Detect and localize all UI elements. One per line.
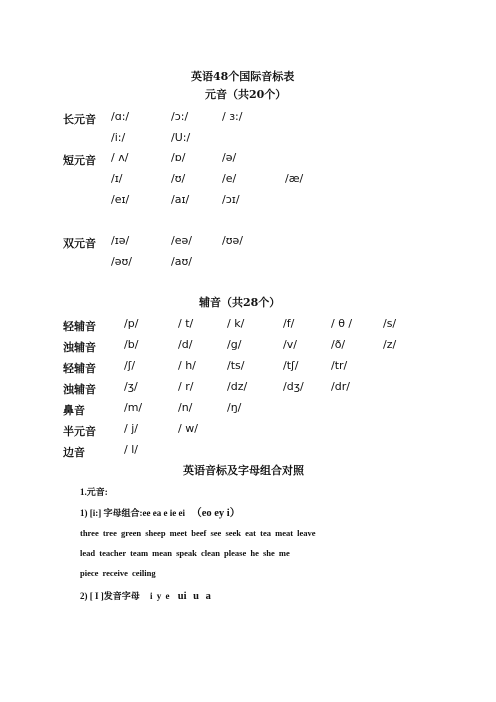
ipa-symbol: /ɑ:/ — [111, 110, 130, 123]
document-title: 英语48个国际音标表 — [191, 70, 295, 83]
word-list: piece receive ceiling — [80, 568, 156, 578]
ipa-symbol: /aʊ/ — [171, 255, 192, 268]
item-prefix: 2) [ I ]发音字母 — [80, 591, 140, 601]
ipa-symbol: /eə/ — [171, 234, 192, 247]
ipa-symbol: /aɪ/ — [171, 193, 190, 206]
item-letters: ui u a — [177, 591, 211, 602]
ipa-symbol: /ʊ/ — [171, 172, 186, 185]
consonant-row-label: 边音 — [63, 446, 85, 459]
ipa-symbol: /tr/ — [331, 359, 348, 372]
ipa-symbol: /ʊə/ — [222, 234, 243, 247]
ipa-symbol: /tʃ/ — [283, 359, 299, 372]
ipa-symbol: / h/ — [178, 359, 196, 372]
consonant-row-label: 浊辅音 — [63, 383, 96, 396]
consonant-row-label: 浊辅音 — [63, 341, 96, 354]
diphthong-label: 双元音 — [63, 237, 96, 250]
item-prefix: 1) [i:] 字母组合:ee ea e ie ei — [80, 508, 185, 518]
ipa-symbol: /s/ — [383, 317, 397, 330]
item-paren: （eo ey i） — [191, 508, 241, 519]
word-list: lead teacher team mean speak clean please he she me — [80, 548, 290, 558]
ipa-symbol: /dr/ — [331, 380, 350, 393]
ipa-symbol: /eɪ/ — [111, 193, 130, 206]
ipa-symbol: /i:/ — [111, 131, 126, 144]
item-letters: i y e — [150, 591, 170, 601]
word-list: three tree green sheep meet beef see seek eat tea meat leave — [80, 528, 316, 538]
ipa-symbol: /U:/ — [171, 131, 191, 144]
consonant-row-label: 轻辅音 — [63, 362, 96, 375]
ipa-symbol: /ɪə/ — [111, 234, 130, 247]
ipa-symbol: /m/ — [124, 401, 143, 414]
ipa-symbol: /d/ — [178, 338, 193, 351]
ipa-symbol: /ə/ — [222, 151, 237, 164]
ipa-symbol: /ŋ/ — [227, 401, 242, 414]
ipa-symbol: / ɜ:/ — [222, 110, 243, 123]
ipa-symbol: /g/ — [227, 338, 242, 351]
ipa-symbol: / θ / — [331, 317, 353, 330]
ipa-symbol: /n/ — [178, 401, 193, 414]
consonant-row-label: 半元音 — [63, 425, 96, 438]
ipa-symbol: / ʌ/ — [111, 151, 129, 164]
consonant-row-label: 轻辅音 — [63, 320, 96, 333]
ipa-symbol: /e/ — [222, 172, 237, 185]
ipa-symbol: /b/ — [124, 338, 139, 351]
consonant-row-label: 鼻音 — [63, 404, 85, 417]
ipa-symbol: /p/ — [124, 317, 139, 330]
ipa-symbol: /ʒ/ — [124, 380, 138, 393]
ipa-symbol: /æ/ — [285, 172, 304, 185]
vowels-heading: 元音（共20个） — [205, 88, 287, 101]
ipa-symbol: /ʃ/ — [124, 359, 136, 372]
ipa-symbol: /ɔ:/ — [171, 110, 189, 123]
ipa-symbol: /dz/ — [227, 380, 248, 393]
ipa-symbol: /ð/ — [331, 338, 346, 351]
short-vowel-label: 短元音 — [63, 154, 96, 167]
ipa-symbol: /ɒ/ — [171, 151, 186, 164]
ipa-symbol: / t/ — [178, 317, 194, 330]
ipa-symbol: / k/ — [227, 317, 245, 330]
ipa-symbol: / l/ — [124, 443, 138, 456]
ipa-symbol: /v/ — [283, 338, 297, 351]
item-heading — [80, 505, 240, 520]
ipa-symbol: /ts/ — [227, 359, 245, 372]
ipa-symbol: /f/ — [283, 317, 295, 330]
ipa-symbol: /z/ — [383, 338, 397, 351]
ipa-symbol: /dʒ/ — [283, 380, 304, 393]
ipa-symbol: /əʊ/ — [111, 255, 132, 268]
item-heading — [80, 589, 211, 602]
ipa-symbol: / w/ — [178, 422, 198, 435]
ipa-symbol: /ɔɪ/ — [222, 193, 240, 206]
ipa-symbol: /ɪ/ — [111, 172, 123, 185]
ipa-symbol: / r/ — [178, 380, 194, 393]
part-label: 1.元音: — [80, 487, 108, 497]
consonants-heading: 辅音（共28个） — [199, 296, 281, 309]
ipa-symbol: / j/ — [124, 422, 138, 435]
long-vowel-label: 长元音 — [63, 113, 96, 126]
section-title: 英语音标及字母组合对照 — [183, 464, 304, 477]
